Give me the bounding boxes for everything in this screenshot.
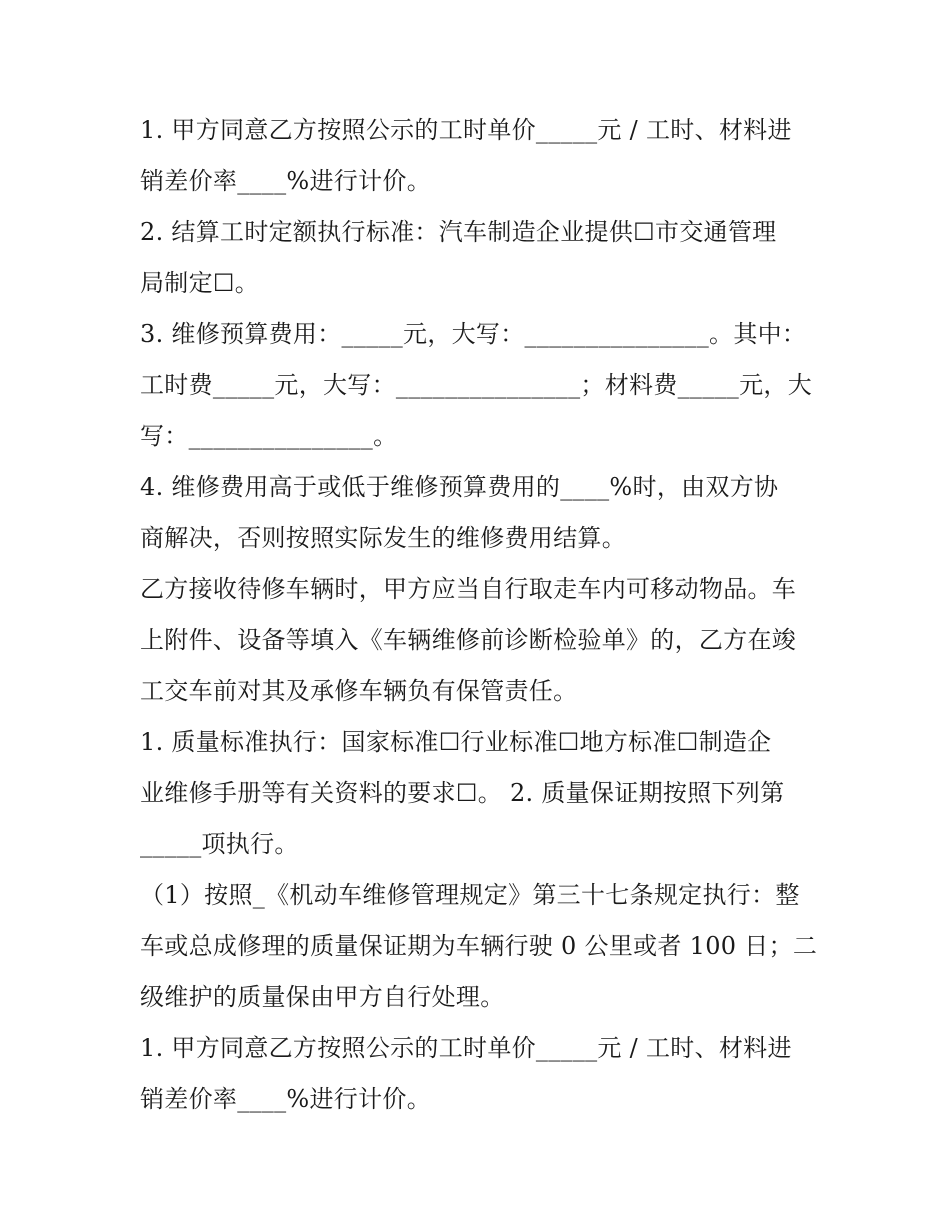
- text-line: 局制定☐。: [140, 269, 260, 297]
- text-line: 商解决，否则按照实际发生的维修费用结算。: [140, 524, 626, 552]
- text-line: （1）按照_《机动车维修管理规定》第三十七条规定执行：整: [140, 881, 800, 909]
- text-line: 4. 维修费用高于或低于维修预算费用的____%时，由双方协: [140, 473, 779, 501]
- text-line: _____项执行。: [140, 830, 299, 858]
- text-line: 级维护的质量保由甲方自行处理。: [140, 983, 505, 1011]
- text-line: 工时费_____元，大写：_______________；材料费_____元，大: [140, 371, 812, 399]
- text-line: 销差价率____%进行计价。: [140, 167, 432, 195]
- text-line: 上附件、设备等填入《车辆维修前诊断检验单》的，乙方在竣: [140, 626, 797, 654]
- text-line: 工交车前对其及承修车辆负有保管责任。: [140, 677, 578, 705]
- document-body: [140, 105, 820, 1125]
- text-line: 2. 结算工时定额执行标准：汽车制造企业提供☐市交通管理: [140, 218, 777, 246]
- text-line: 3. 维修预算费用：_____元，大写：_______________。其中：: [140, 320, 807, 348]
- text-line: 车或总成修理的质量保证期为车辆行驶 0 公里或者 100 日；二: [140, 932, 818, 960]
- text-line: 写：_______________。: [140, 422, 398, 450]
- text-line: 乙方接收待修车辆时，甲方应当自行取走车内可移动物品。车: [140, 575, 797, 603]
- text-line: 业维修手册等有关资料的要求☐。 2. 质量保证期按照下列第: [140, 779, 785, 807]
- text-line: 销差价率____%进行计价。: [140, 1085, 432, 1113]
- text-line: 1. 质量标准执行：国家标准☐行业标准☐地方标准☐制造企: [140, 728, 772, 756]
- text-line: 1. 甲方同意乙方按照公示的工时单价_____元 / 工时、材料进: [140, 116, 792, 144]
- text-line: 1. 甲方同意乙方按照公示的工时单价_____元 / 工时、材料进: [140, 1034, 792, 1062]
